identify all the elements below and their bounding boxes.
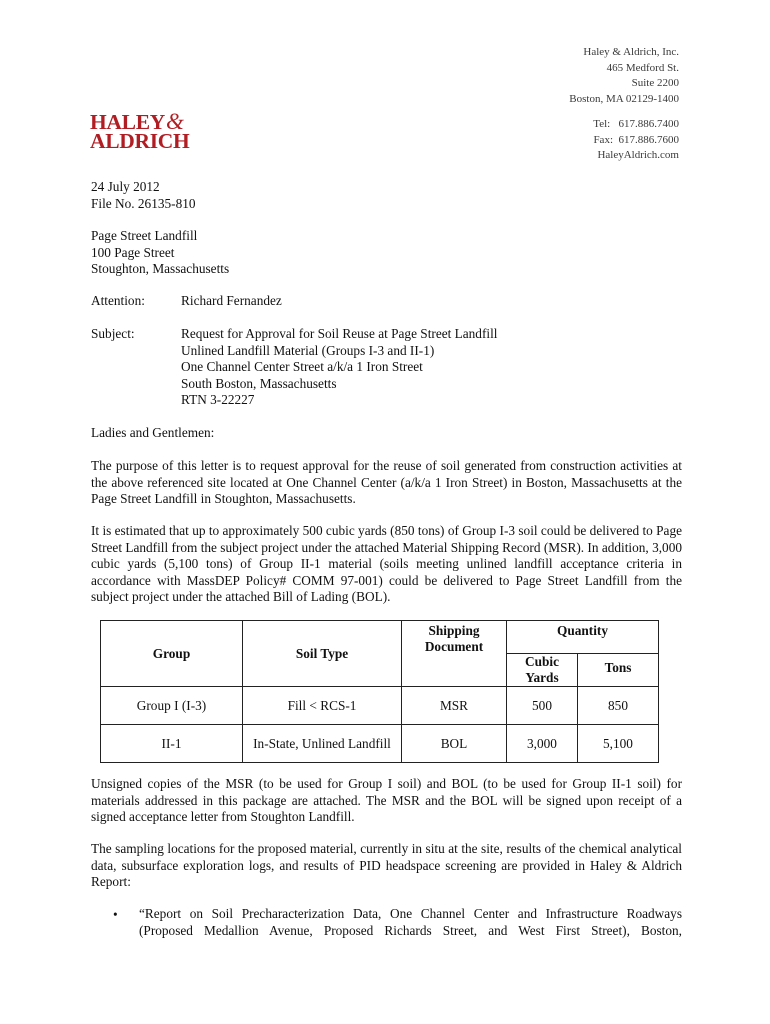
header-tons: Tons <box>578 654 659 687</box>
cell-document: BOL <box>402 725 507 763</box>
contact-line-fax: Fax: 617.886.7600 <box>593 133 679 146</box>
address-line: Suite 2200 <box>631 77 679 89</box>
header-document-line: Document <box>424 639 484 654</box>
date-block <box>91 179 682 212</box>
cell-document: MSR <box>402 687 507 725</box>
header-group: Group <box>101 621 243 687</box>
soil-quantity-table <box>100 620 659 763</box>
contact-line-web: HaleyAldrich.com <box>597 149 679 161</box>
header-shipping-line: Shipping <box>428 623 480 638</box>
bullet-icon: • <box>113 907 118 922</box>
address-line: 465 Medford St. <box>606 61 679 74</box>
cell-group: Group I (I-3) <box>101 687 243 725</box>
cell-group: II-1 <box>101 725 243 763</box>
header-quantity: Quantity <box>507 621 659 654</box>
subject-block <box>181 326 497 409</box>
logo-word-aldrich: ALDRICH <box>90 129 190 153</box>
cell-tons: 5,100 <box>578 725 659 763</box>
subject-line: Request for Approval for Soil Reuse at Page Street Landfill <box>181 326 498 341</box>
subject-line: Unlined Landfill Material (Groups I-3 and II-1) <box>181 342 435 358</box>
recipient-block <box>91 228 682 278</box>
header-yards-line: Yards <box>525 670 559 685</box>
header-soil-type: Soil Type <box>243 621 402 687</box>
recipient-line: Page Street Landfill <box>91 228 198 243</box>
salutation: Ladies and Gentlemen: <box>91 425 215 440</box>
table-row <box>101 725 659 763</box>
paragraph-unsigned-copies: Unsigned copies of the MSR (to be used for Group I soil) and BOL (to be used for Group II-1 soil) for materials addressed in this package are attached. The MSR and the BOL will be signed upon receipt of a signed acceptance letter from Stoughton Landfill. <box>91 776 682 825</box>
attention-label: Attention: <box>91 293 145 308</box>
logo-word-haley: HALEY <box>90 110 165 134</box>
attention-value: Richard Fernandez <box>181 293 282 308</box>
subject-line: One Channel Center Street a/k/a 1 Iron Street <box>181 359 423 375</box>
company-logo <box>90 109 190 153</box>
table-row <box>101 687 659 725</box>
cell-cubic-yards: 3,000 <box>507 725 578 763</box>
company-address-block <box>569 45 679 164</box>
contact-line-tel: Tel: 617.886.7400 <box>593 118 679 130</box>
paragraph-purpose: The purpose of this letter is to request approval for the reuse of soil generated from construction activities at the above referenced site located at One Channel Center (a/k/a 1 Iron Street) in Boston, Massachusetts at the Page Street Landfill in Stoughton, Massachusetts. <box>91 458 682 507</box>
cell-soil-type: Fill < RCS-1 <box>243 687 402 725</box>
subject-line: RTN 3-22227 <box>181 392 255 408</box>
header-cubic-line: Cubic <box>525 654 559 669</box>
header-shipping-document <box>402 621 507 687</box>
cell-cubic-yards: 500 <box>507 687 578 725</box>
file-number: File No. 26135-810 <box>91 195 196 211</box>
letter-date: 24 July 2012 <box>91 179 160 194</box>
recipient-line: Stoughton, Massachusetts <box>91 261 230 277</box>
address-line: Boston, MA 02129-1400 <box>569 92 679 105</box>
header-cubic-yards <box>507 654 578 687</box>
recipient-line: 100 Page Street <box>91 244 175 260</box>
subject-line: South Boston, Massachusetts <box>181 375 337 391</box>
bullet-report-reference: “Report on Soil Precharacterization Data, One Channel Center and Infrastructure Roadways (Proposed Medallion Avenue, Proposed Richards Street, and West First Street), Boston, <box>139 906 682 938</box>
paragraph-sampling: The sampling locations for the proposed material, currently in situ at the site, results of the chemical analytical data, subsurface exploration logs, and results of PID headspace screening are provided in Haley & Aldrich Report: <box>91 841 682 890</box>
address-line: Haley & Aldrich, Inc. <box>583 46 679 58</box>
paragraph-estimate: It is estimated that up to approximately 500 cubic yards (850 tons) of Group I-3 soil could be delivered to Page Street Landfill from the subject project under the attached Material Shipping Record (MSR). In addition, 3,000 cubic yards (5,100 tons) of Group II-1 material (soils meeting unlined landfill acceptance criteria in accordance with MassDEP Policy# COMM 97-001) could be delivered to Page Street Landfill from the subject project under the attached Bill of Lading (BOL). <box>91 523 682 605</box>
logo-ampersand: & <box>165 109 184 134</box>
cell-soil-type: In-State, Unlined Landfill <box>243 725 402 763</box>
subject-label: Subject: <box>91 326 135 341</box>
cell-tons: 850 <box>578 687 659 725</box>
